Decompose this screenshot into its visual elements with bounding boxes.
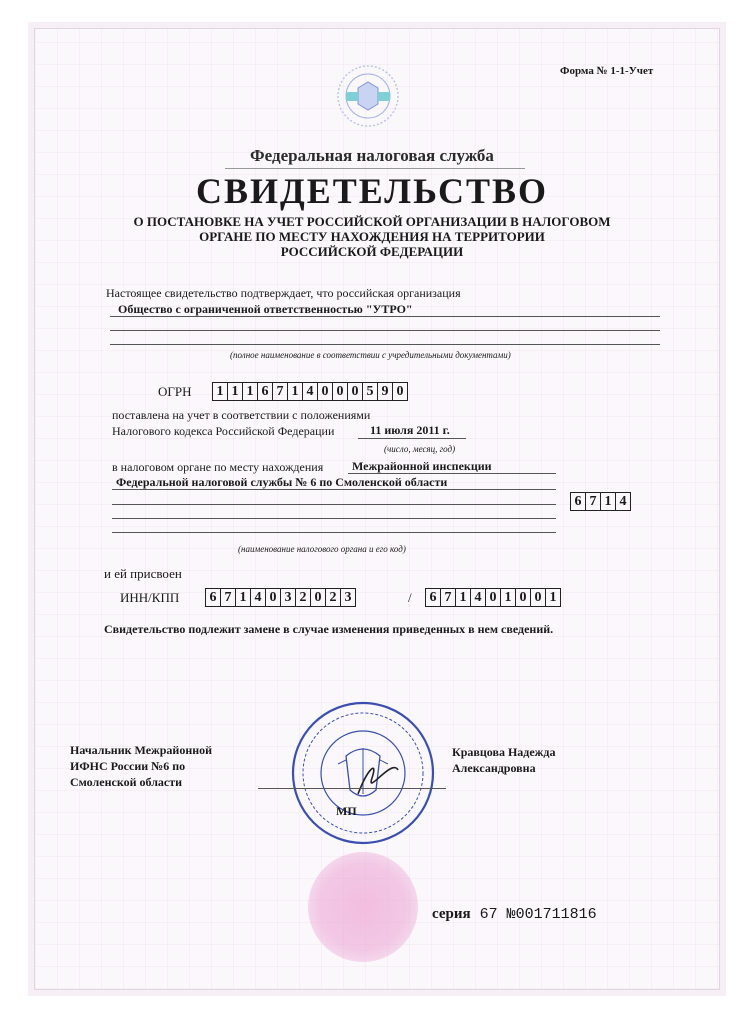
- service-underline: [225, 168, 525, 169]
- serial-number: [432, 906, 597, 923]
- digit-cell: 0: [516, 589, 531, 606]
- digit-cell: 1: [601, 493, 616, 510]
- intro-text: Настоящее свидетельство подтверждает, что российская организация: [106, 286, 461, 300]
- seal-label: МП: [336, 804, 357, 818]
- underline: [112, 504, 556, 505]
- subtitle-line: ОРГАНЕ ПО МЕСТУ НАХОЖДЕНИЯ НА ТЕРРИТОРИИ: [199, 229, 545, 244]
- assigned-label: и ей присвоен: [104, 566, 182, 581]
- digit-cell: 6: [206, 589, 221, 606]
- official-position: [70, 742, 212, 790]
- official-stamp-icon: [288, 698, 438, 848]
- underline: [112, 518, 556, 519]
- digit-cell: 7: [273, 383, 288, 400]
- serial-prefix: серия: [432, 906, 471, 922]
- name-hint: (полное наименование в соответствии с учредительными документами): [230, 350, 511, 360]
- service-name: Федеральная налоговая служба: [250, 146, 494, 165]
- kpp-separator: /: [408, 590, 412, 605]
- digit-cell: 4: [619, 494, 627, 509]
- subtitle-line: О ПОСТАНОВКЕ НА УЧЕТ РОССИЙСКОЙ ОРГАНИЗАЦИИ В НАЛОГОВОМ: [133, 214, 611, 229]
- kpp-boxes: [425, 588, 561, 607]
- digit-cell: 9: [378, 383, 393, 400]
- digit-cell: 3: [281, 589, 296, 606]
- digit-cell: 2: [296, 589, 311, 606]
- digit-cell: 1: [288, 383, 303, 400]
- document-title: СВИДЕТЕЛЬСТВО: [195, 171, 549, 211]
- authority-name: Межрайонной инспекции: [352, 459, 492, 473]
- digit-cell: 1: [501, 589, 516, 606]
- subtitle-line: РОССИЙСКОЙ ФЕДЕРАЦИИ: [280, 244, 464, 259]
- underline: [348, 473, 556, 474]
- digit-cell: 1: [236, 589, 251, 606]
- registered-text: Налогового кодекса Российской Федерации: [112, 424, 335, 438]
- digit-cell: 1: [213, 383, 228, 400]
- digit-cell: 0: [531, 589, 546, 606]
- digit-cell: 0: [396, 384, 404, 399]
- form-number: Форма № 1-1-Учет: [560, 65, 654, 77]
- organization-name: Общество с ограниченной ответственностью "УТРО": [118, 302, 413, 316]
- authority-intro: в налоговом органе по месту нахождения: [112, 460, 324, 474]
- digit-cell: 1: [228, 383, 243, 400]
- underline: [110, 344, 660, 345]
- serial-series: 67: [479, 906, 498, 923]
- digit-cell: 0: [311, 589, 326, 606]
- inn-kpp-label: ИНН/КПП: [120, 590, 180, 605]
- digit-cell: 2: [326, 589, 341, 606]
- digit-cell: 0: [486, 589, 501, 606]
- digit-cell: 6: [571, 493, 586, 510]
- inn-boxes: [205, 588, 356, 607]
- digit-cell: 4: [471, 589, 486, 606]
- authority-code-boxes: [570, 492, 631, 511]
- hologram-seal: [308, 852, 418, 962]
- digit-cell: 0: [333, 383, 348, 400]
- date-hint: (число, месяц, год): [384, 444, 456, 454]
- digit-cell: 1: [549, 590, 557, 605]
- signer-name: [452, 744, 555, 776]
- position-line: Смоленской области: [70, 775, 183, 789]
- digit-cell: 4: [303, 383, 318, 400]
- underline: [358, 438, 466, 439]
- digit-cell: 6: [258, 383, 273, 400]
- state-emblem-icon: [336, 62, 400, 130]
- position-line: ИФНС России №6 по: [70, 759, 186, 773]
- digit-cell: 7: [221, 589, 236, 606]
- ogrn-label: ОГРН: [158, 384, 192, 399]
- digit-cell: 6: [426, 589, 441, 606]
- replacement-note: Свидетельство подлежит замене в случае изменения приведенных в нем сведений.: [104, 622, 554, 636]
- ogrn-boxes: [212, 382, 408, 401]
- digit-cell: 0: [348, 383, 363, 400]
- document-subtitle: [0, 214, 744, 259]
- serial-value: №001711816: [506, 906, 597, 923]
- signer-line: Кравцова Надежда: [452, 745, 556, 759]
- digit-cell: 0: [318, 383, 333, 400]
- underline: [112, 489, 556, 490]
- digit-cell: 5: [363, 383, 378, 400]
- underline: [110, 330, 660, 331]
- registered-text: поставлена на учет в соответствии с положениями: [112, 408, 371, 422]
- digit-cell: 4: [251, 589, 266, 606]
- underline: [112, 532, 556, 533]
- digit-cell: 7: [586, 493, 601, 510]
- digit-cell: 7: [441, 589, 456, 606]
- registration-date: 11 июля 2011 г.: [370, 423, 450, 437]
- signature-line: [258, 788, 446, 789]
- digit-cell: 1: [456, 589, 471, 606]
- position-line: Начальник Межрайонной: [70, 743, 213, 757]
- digit-cell: 3: [344, 590, 352, 605]
- digit-cell: 0: [266, 589, 281, 606]
- digit-cell: 1: [243, 383, 258, 400]
- authority-hint: (наименование налогового органа и его код): [238, 544, 406, 554]
- signer-line: Александровна: [452, 761, 536, 775]
- underline: [110, 316, 660, 317]
- authority-name: Федеральной налоговой службы № 6 по Смоленской области: [116, 475, 448, 489]
